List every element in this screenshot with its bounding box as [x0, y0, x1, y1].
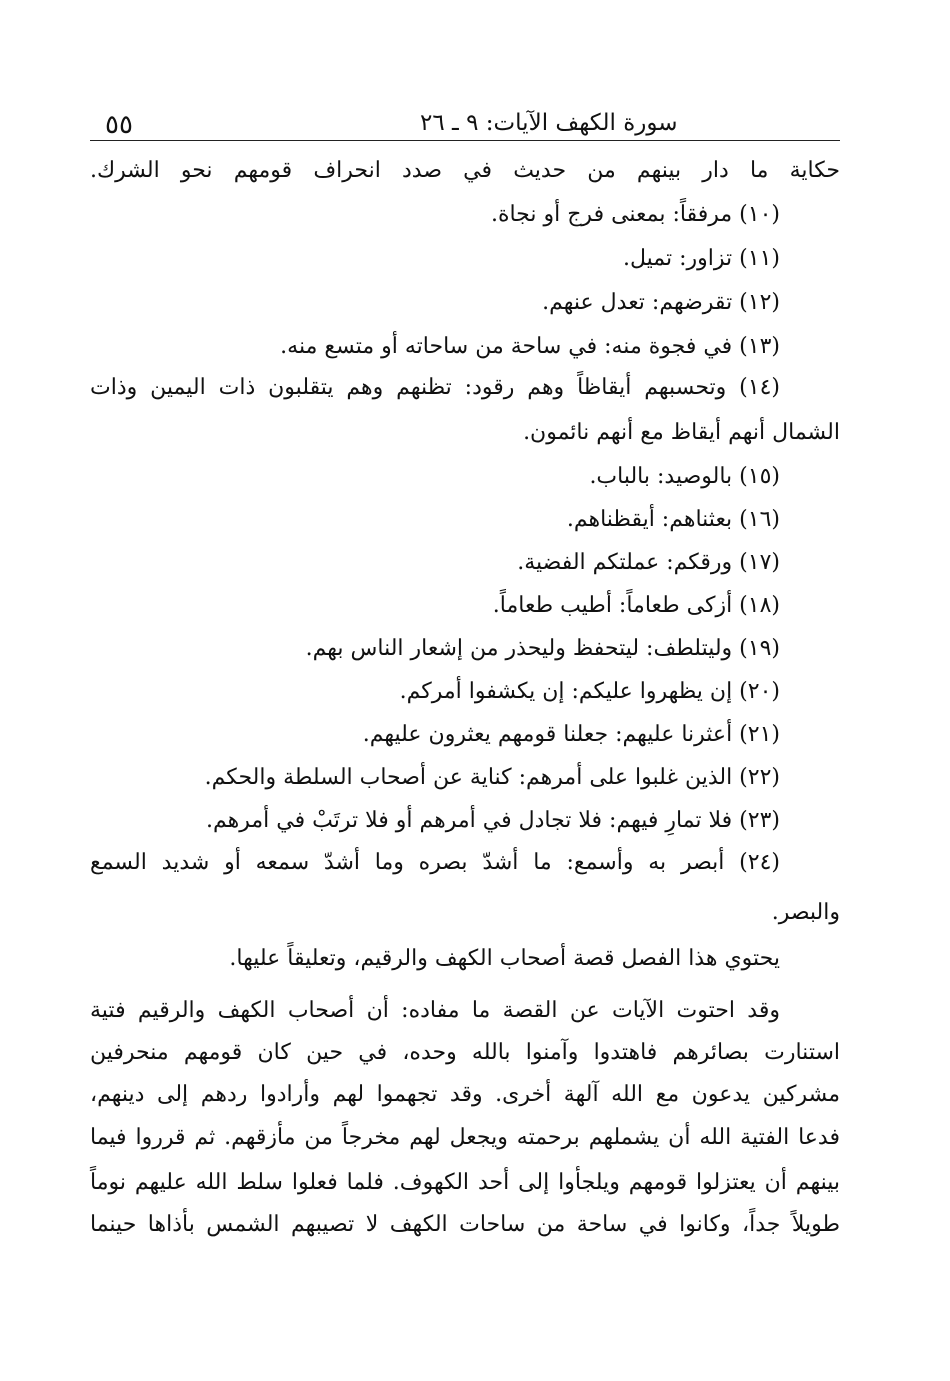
glossary-line-continuation: والبصر. — [771, 900, 840, 925]
glossary-line-continuation: الشمال أنهم أيقاظ مع أنهم نائمون. — [523, 420, 840, 445]
glossary-line: (٢٢) الذين غلبوا على أمرهم: كناية عن أصحاب السلطة والحكم. — [204, 765, 780, 790]
glossary-line: (١٠) مرفقاً: بمعنى فرج أو نجاة. — [490, 202, 780, 227]
running-header — [90, 100, 840, 141]
glossary-line: (٢٠) إن يظهروا عليكم: إن يكشفوا أمركم. — [399, 679, 780, 704]
glossary-line: (١٨) أزكى طعاماً: أطيب طعاماً. — [492, 593, 780, 618]
body-line: بينهم أن يعتزلوا قومهم ويلجأوا إلى أحد الكهوف. فلما فعلوا سلط الله عليهم نوماً — [90, 1170, 840, 1195]
body-line: مشركين يدعون مع الله آلهة أخرى. وقد تجهموا لهم وأرادوا ردهم إلى دينهم، — [90, 1082, 840, 1107]
body-line: وقد احتوت الآيات عن القصة ما مفاده: أن أصحاب الكهف والرقيم فتية — [90, 998, 780, 1023]
glossary-line: (٢٣) فلا تمارِ فيهم: فلا تجادل في أمرهم أو فلا ترتَبْ في أمرهم. — [206, 808, 780, 833]
glossary-line: (١٧) ورقكم: عملتكم الفضية. — [517, 550, 780, 575]
glossary-line: (١١) تزاور: تميل. — [623, 246, 780, 271]
glossary-line: (١٣) في فجوة منه: في ساحة من ساحاته أو متسع منه. — [280, 334, 780, 359]
glossary-line: (١٢) تقرضهم: تعدل عنهم. — [542, 290, 780, 315]
body-line: فدعا الفتية الله أن يشملهم برحمته ويجعل لهم مخرجاً من مأزقهم. ثم قرروا فيما — [90, 1125, 840, 1150]
glossary-line: (١٩) وليتلطف: ليتحفظ وليحذر من إشعار الناس بهم. — [305, 636, 780, 661]
glossary-line: (١٤) وتحسبهم أيقاظاً وهم رقود: تظنهم وهم يتقلبون ذات اليمين وذات — [90, 375, 780, 400]
glossary-line: (٢١) أعثرنا عليهم: جعلنا قومهم يعثرون عليهم. — [362, 722, 780, 747]
glossary-line: (١٥) بالوصيد: بالباب. — [589, 464, 780, 489]
glossary-line: (٢٤) أبصر به وأسمع: ما أشدّ بصره وما أشدّ سمعه أو شديد السمع — [90, 850, 780, 875]
page-number: ٥٥ — [105, 110, 133, 140]
running-title: سورة الكهف الآيات: ٩ ـ ٢٦ — [420, 110, 678, 136]
body-line: طويلاً جداً، وكانوا في ساحة من ساحات الكهف لا تصيبهم الشمس بأذاها حينما — [90, 1212, 840, 1237]
section-intro: يحتوي هذا الفصل قصة أصحاب الكهف والرقيم، وتعليقاً عليها. — [229, 946, 780, 971]
intro-line: حكاية ما دار بينهم من حديث في صدد انحراف قومهم نحو الشرك. — [90, 158, 840, 183]
glossary-line: (١٦) بعثناهم: أيقظناهم. — [566, 507, 780, 532]
body-line: استنارت بصائرهم فاهتدوا وآمنوا بالله وحده، في حين كان قومهم منحرفين — [90, 1040, 840, 1065]
